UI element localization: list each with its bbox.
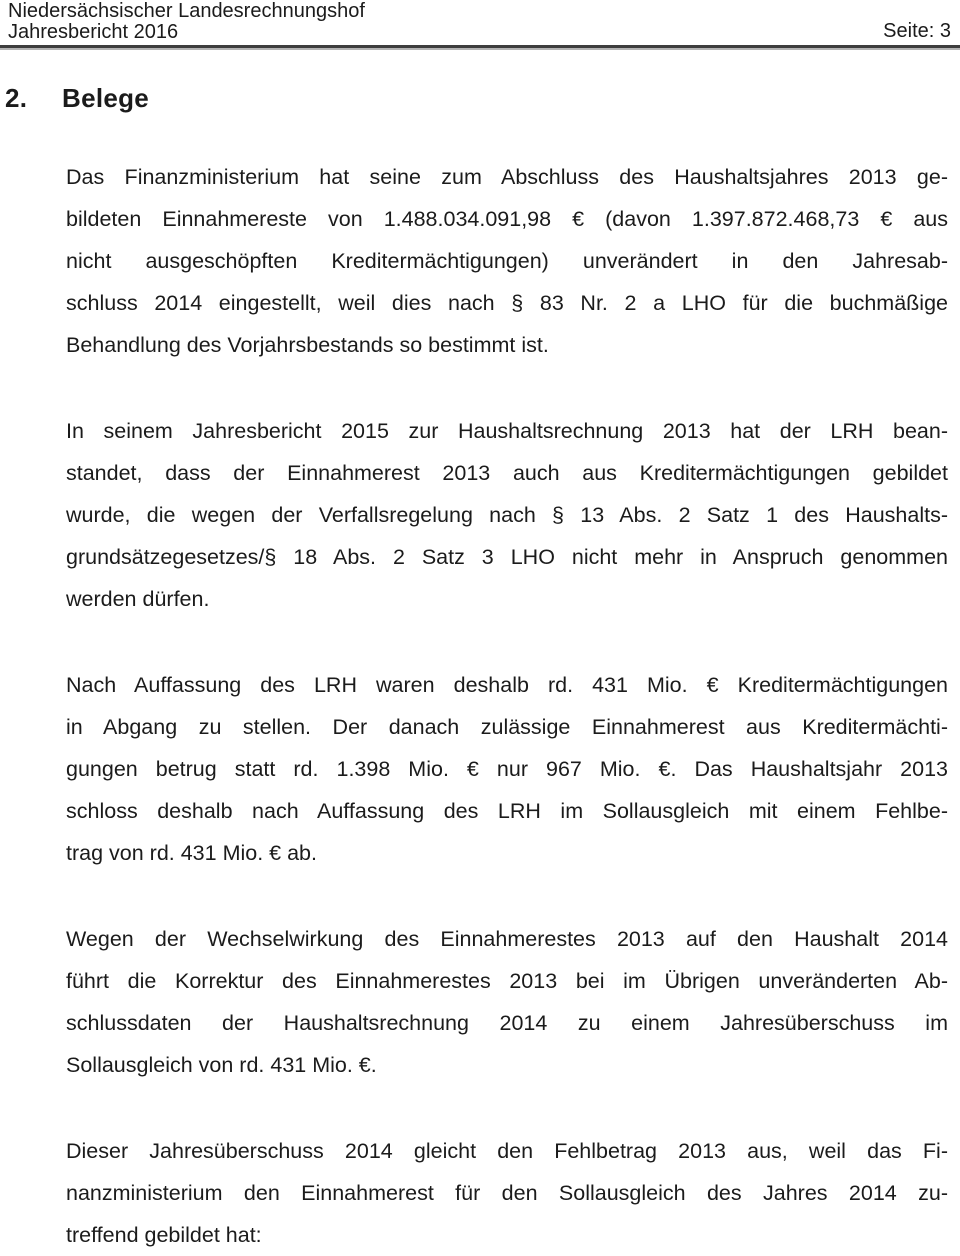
section-number: 2. [5, 83, 28, 113]
paragraph-line: nicht ausgeschöpften Kreditermächtigungen) unverändert in den Jahresab- [66, 249, 948, 273]
paragraph-line: Nach Auffassung des LRH waren deshalb rd. 431 Mio. € Kreditermächtigungen [66, 673, 948, 697]
paragraph-line: Wegen der Wechselwirkung des Einnahmerestes 2013 auf den Haushalt 2014 [66, 927, 948, 951]
page-header [0, 0, 960, 43]
paragraph [66, 918, 948, 1086]
paragraph [66, 1130, 948, 1256]
paragraph-line: gungen betrug statt rd. 1.398 Mio. € nur 967 Mio. €. Das Haushaltsjahr 2013 [66, 757, 948, 781]
paragraph-line: treffend gebildet hat: [66, 1223, 262, 1247]
paragraph-line: schluss 2014 eingestellt, weil dies nach § 83 Nr. 2 a LHO für die buchmäßige [66, 291, 948, 315]
page-number-label: Seite: 3 [883, 20, 951, 42]
paragraph-line: Dieser Jahresüberschuss 2014 gleicht den Fehlbetrag 2013 aus, weil das Fi- [66, 1139, 948, 1163]
paragraph-line: wurde, die wegen der Verfallsregelung nach § 13 Abs. 2 Satz 1 des Haushalts- [66, 503, 948, 527]
paragraph-line: Behandlung des Vorjahrsbestands so bestimmt ist. [66, 333, 549, 357]
header-organization: Niedersächsischer Landesrechnungshof [8, 0, 365, 22]
paragraph-line: werden dürfen. [66, 587, 210, 611]
document-body [66, 156, 948, 1256]
section-heading [0, 82, 960, 114]
paragraph-line: führt die Korrektur des Einnahmerestes 2013 bei im Übrigen unveränderten Ab- [66, 969, 948, 993]
paragraph-line: schloss deshalb nach Auffassung des LRH im Sollausgleich mit einem Fehlbe- [66, 799, 948, 823]
paragraph-line: nanzministerium den Einnahmerest für den Sollausgleich des Jahres 2014 zu- [66, 1181, 948, 1205]
paragraph-line: schlussdaten der Haushaltsrechnung 2014 zu einem Jahresüberschuss im [66, 1011, 948, 1035]
paragraph-line: standet, dass der Einnahmerest 2013 auch aus Kreditermächtigungen gebildet [66, 461, 948, 485]
paragraph-line: In seinem Jahresbericht 2015 zur Haushaltsrechnung 2013 hat der LRH bean- [66, 419, 948, 443]
paragraph [66, 156, 948, 366]
section-title: Belege [62, 83, 150, 113]
paragraph-line: Sollausgleich von rd. 431 Mio. €. [66, 1053, 377, 1077]
header-rule [0, 45, 960, 50]
paragraph [66, 664, 948, 874]
paragraph-line: Das Finanzministerium hat seine zum Abschluss des Haushaltsjahres 2013 ge- [66, 165, 948, 189]
header-rule-light-line [0, 48, 960, 50]
header-document-title: Jahresbericht 2016 [8, 21, 179, 43]
paragraph-line: trag von rd. 431 Mio. € ab. [66, 841, 317, 865]
paragraph-line: in Abgang zu stellen. Der danach zulässige Einnahmerest aus Kreditermächti- [66, 715, 948, 739]
paragraph-line: grundsätzegesetzes/§ 18 Abs. 2 Satz 3 LHO nicht mehr in Anspruch genommen [66, 545, 948, 569]
paragraph-line: bildeten Einnahmereste von 1.488.034.091,98 € (davon 1.397.872.468,73 € aus [66, 207, 948, 231]
paragraph [66, 410, 948, 620]
